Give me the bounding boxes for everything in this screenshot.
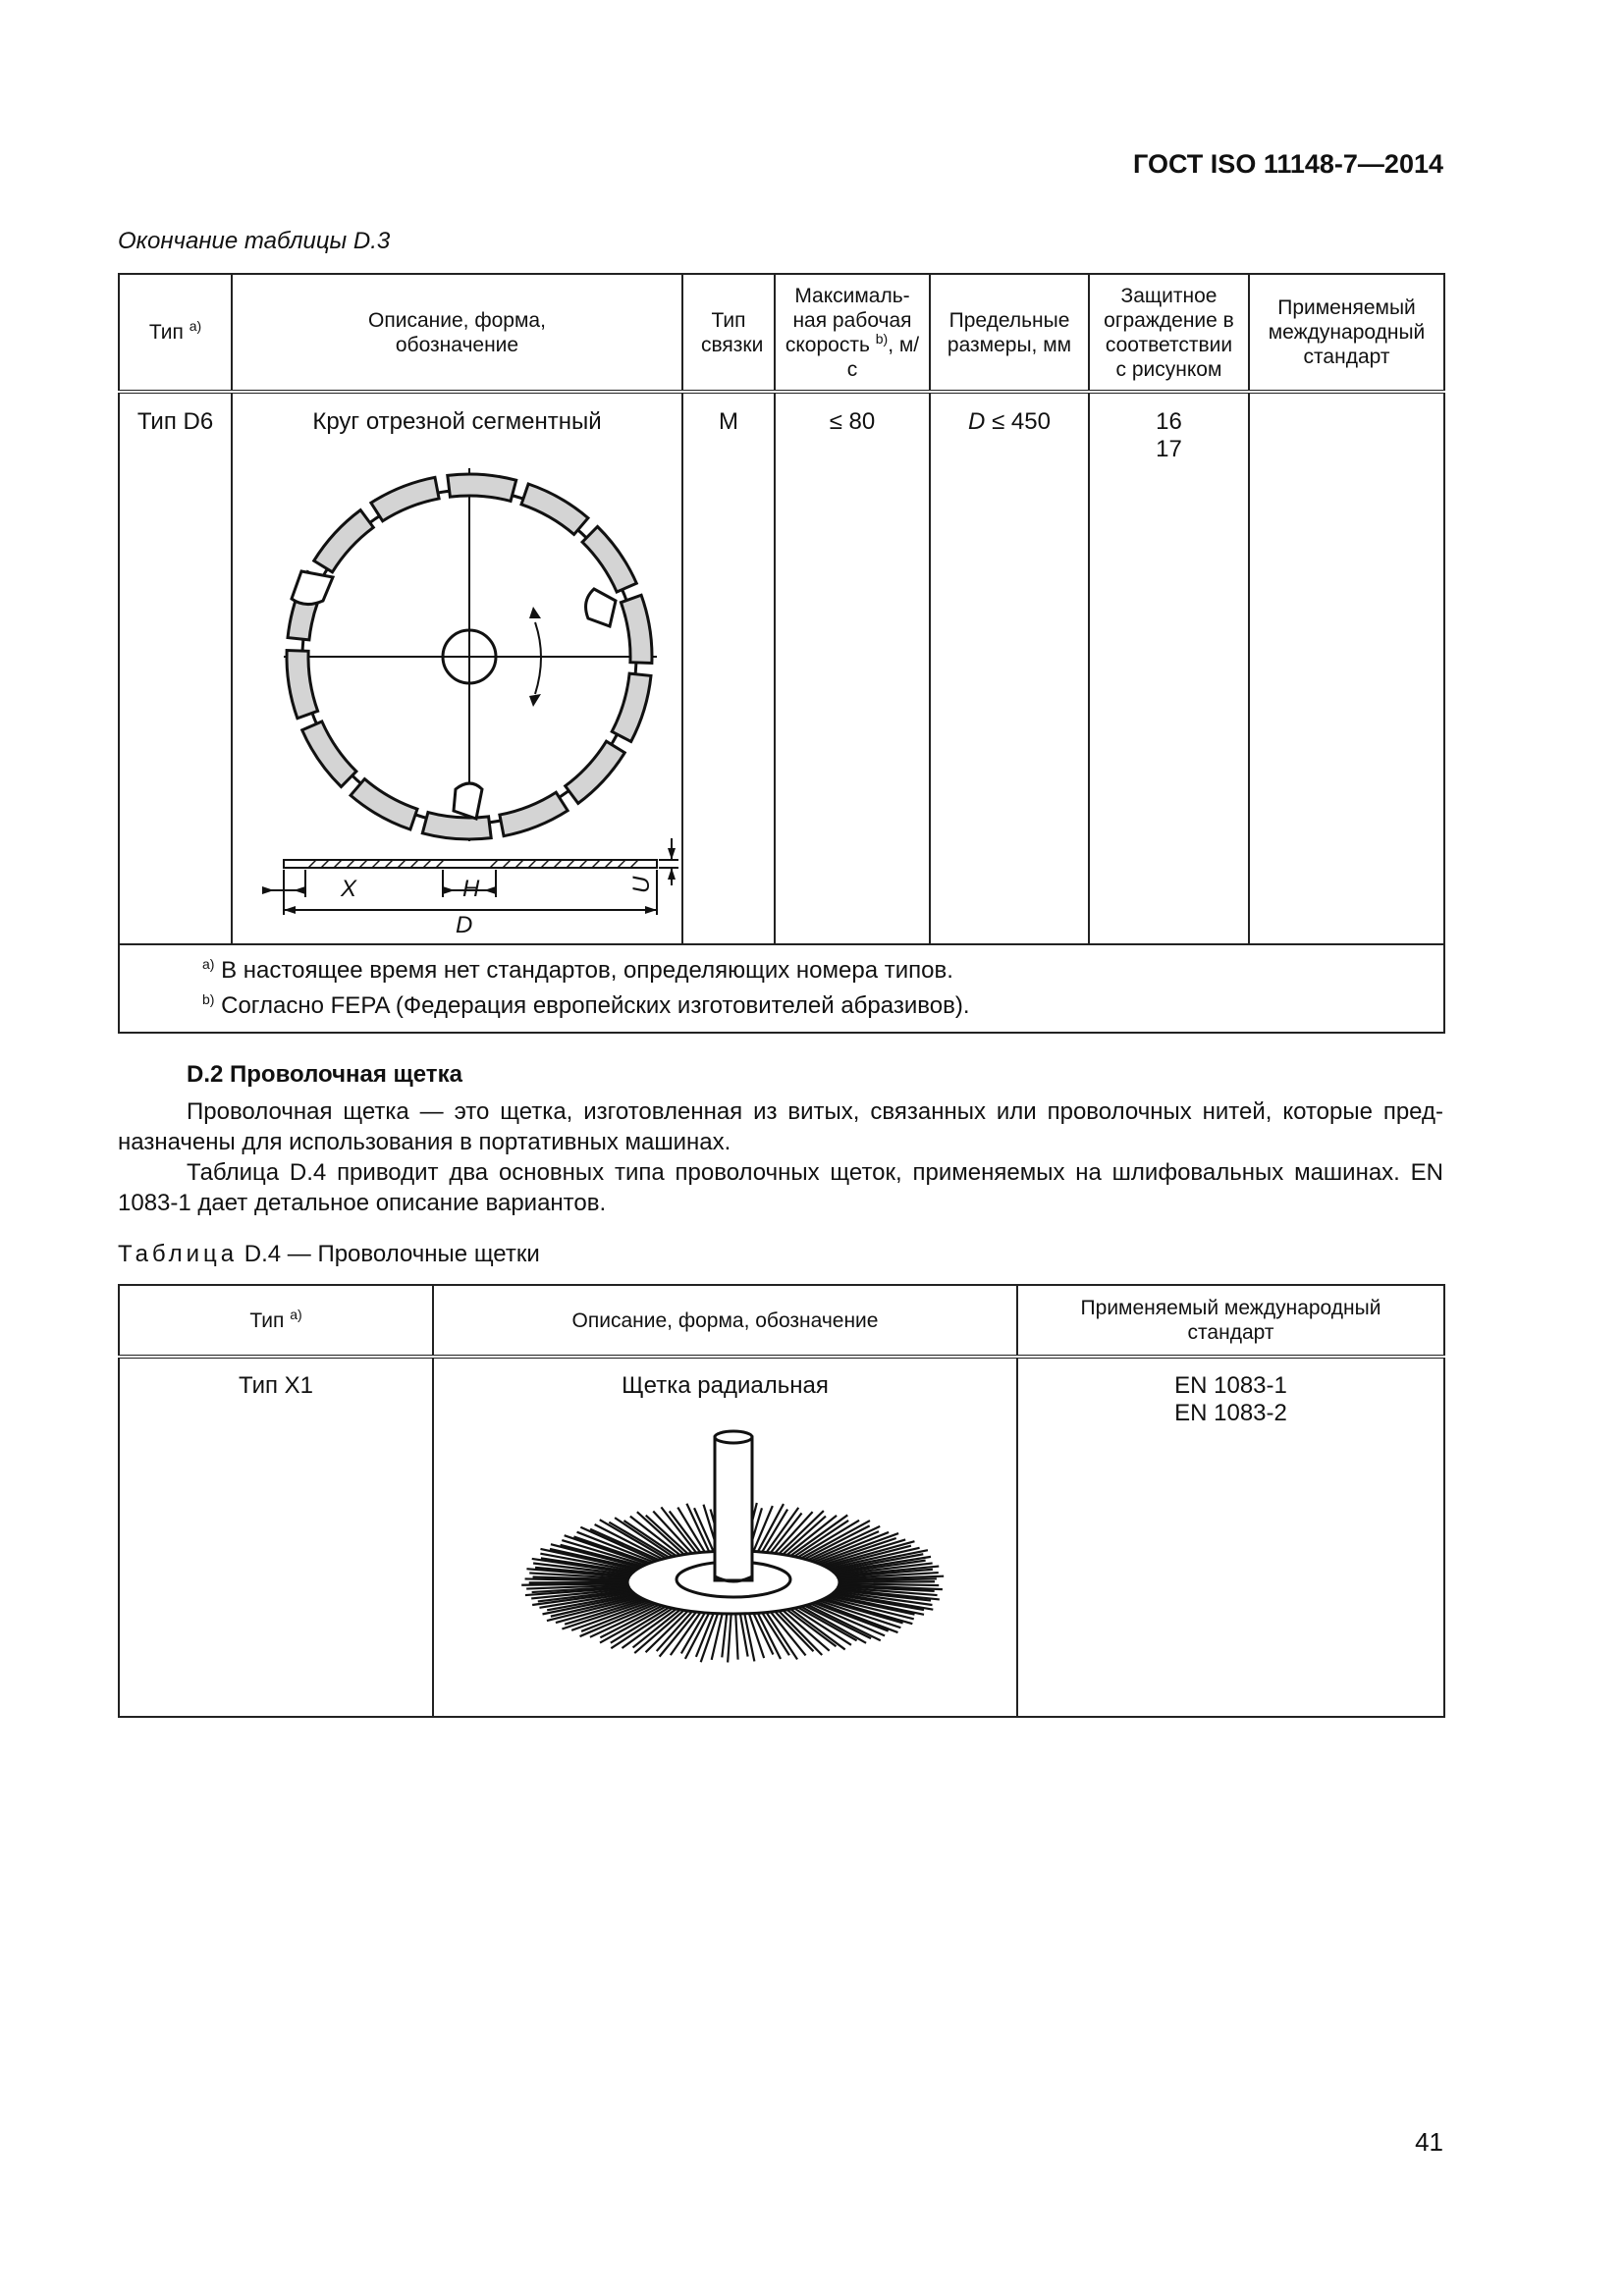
label-h: H xyxy=(462,876,480,902)
wheel-segment xyxy=(621,595,652,663)
document-id: ГОСТ ISO 11148-7—2014 xyxy=(1133,149,1443,179)
wheel-segment xyxy=(582,526,636,592)
cell-standard xyxy=(1249,392,1444,944)
wheel-segment xyxy=(448,474,516,501)
wheel-segment xyxy=(351,779,417,829)
wheel-segment xyxy=(566,741,625,803)
cell-guard: 16 17 xyxy=(1089,392,1249,944)
col-header-standard: Применяемый международный стандарт xyxy=(1249,274,1444,392)
page-number: 41 xyxy=(1415,2127,1443,2157)
section-paragraph-1: Проволочная щетка — это щетка, изготовленная из витых, связанных или проволочных нитей, которые пред-назначены для использования в портативных машинах. xyxy=(118,1098,1443,1155)
d4-col-header-description: Описание, форма, обозначение xyxy=(433,1285,1017,1357)
segmented-cutting-wheel-drawing xyxy=(254,454,677,938)
col-header-dimensions: Предельные размеры, мм xyxy=(930,274,1089,392)
section-heading: D.2 Проволочная щетка xyxy=(187,1061,462,1088)
brush-bristle xyxy=(712,1612,723,1660)
d4-description-text: Щетка радиальная xyxy=(622,1372,829,1399)
col-header-type: Тип $^{а)}$ xyxy=(119,274,232,392)
brush-bristle xyxy=(728,1612,731,1663)
brush-bristle xyxy=(744,1612,755,1662)
table-d3 xyxy=(118,273,1445,1034)
table-continuation-caption: Окончание таблицы D.3 xyxy=(118,228,391,254)
d4-cell-description xyxy=(433,1357,1017,1717)
col-header-speed: Максималь-ная рабочая скорость $^{b)}$, м/с xyxy=(775,274,930,392)
cell-type: Тип D6 xyxy=(119,392,232,944)
brush-bristle xyxy=(521,1583,631,1585)
radial-wire-brush-drawing xyxy=(517,1417,949,1712)
label-d: D xyxy=(456,912,473,938)
cell-speed: ≤ 80 xyxy=(775,392,930,944)
col-header-bond: Тип связки xyxy=(682,274,775,392)
description-text: Круг отрезной сегментный xyxy=(312,408,602,435)
footnote-a: $^{а)}$ В настоящее время нет стандартов, определяющих номера типов. xyxy=(202,956,953,984)
d4-cell-standard: EN 1083-1 EN 1083-2 xyxy=(1017,1357,1444,1717)
wheel-segment xyxy=(371,477,439,520)
table-d3-row-d6 xyxy=(119,392,1444,944)
wheel-segment xyxy=(612,673,651,741)
brush-bristle xyxy=(735,1612,737,1660)
wheel-segment xyxy=(500,792,568,835)
section-paragraph-2: Таблица D.4 приводит два основных типа проволочных щеток, применяемых на шлифовальных машинах. EN 1083-1 дает детальное описание вариантов. xyxy=(118,1159,1443,1216)
brush-bristle xyxy=(722,1612,727,1657)
table-d4-header-row xyxy=(119,1285,1444,1357)
wheel-segment xyxy=(302,721,356,787)
d4-col-header-standard: Применяемый международный стандарт xyxy=(1017,1285,1444,1357)
label-u: U xyxy=(628,876,655,893)
wheel-segment xyxy=(521,484,588,534)
d4-cell-type: Тип X1 xyxy=(119,1357,433,1717)
label-x: X xyxy=(341,876,357,902)
wheel-segment xyxy=(314,510,374,572)
table-d4 xyxy=(118,1284,1445,1718)
table-d4-row-x1 xyxy=(119,1357,1444,1717)
table-d3-footnotes xyxy=(119,944,1444,1033)
wheel-segment xyxy=(422,813,491,839)
footnote-b: $^{b)}$ Согласно FEPA (Федерация европейских изготовителей абразивов). xyxy=(202,991,970,1019)
d4-col-header-type: Тип $^{а)}$ xyxy=(119,1285,433,1357)
wheel-segment xyxy=(287,651,318,719)
cell-description xyxy=(232,392,682,944)
brush-bristle xyxy=(681,1611,706,1654)
table-d4-caption: Таблица D.4 — Проволочные щетки xyxy=(118,1241,540,1267)
table-d3-header-row xyxy=(119,274,1444,392)
cell-bond: М xyxy=(682,392,775,944)
col-header-description: Описание, форма, обозначение xyxy=(232,274,682,392)
cell-dimensions: D ≤ 450 xyxy=(930,392,1089,944)
col-header-guard: Защитное ограждение в соответствии с рисунком xyxy=(1089,274,1249,392)
